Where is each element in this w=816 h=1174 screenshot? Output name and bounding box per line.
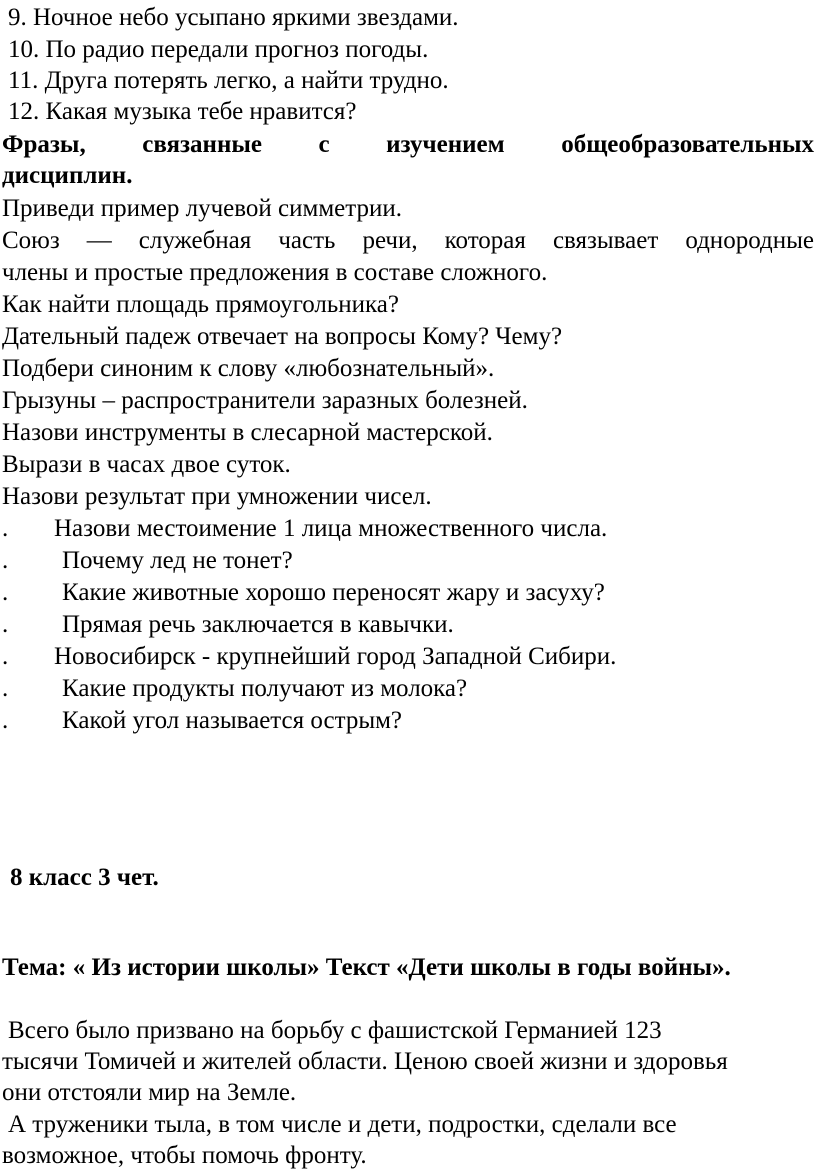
sentence-word: — (86, 227, 112, 254)
numbered-sentence: 10. По радио передали прогноз погоды. (8, 36, 429, 63)
phrase: Подбери синоним к слову «любознательный». (2, 355, 495, 382)
list-item-text: Прямая речь заключается в кавычки. (62, 611, 454, 638)
sentence-word: которая (444, 227, 526, 254)
numbered-sentence: 11. Друга потерять легко, а найти трудно. (8, 67, 449, 94)
list-item (2, 641, 616, 673)
union-sentence (2, 225, 814, 257)
list-marker: . (2, 579, 9, 606)
sentence-word: служебная (138, 227, 252, 254)
section-heading (2, 129, 814, 161)
paragraph-line: А труженики тыла, в том числе и дети, подростки, сделали все (8, 1111, 677, 1138)
list-item-text: Назови местоимение 1 лица множественного числа. (54, 515, 608, 542)
list-item (2, 609, 454, 641)
union-sentence-continued: члены и простые предложения в составе сложного. (2, 259, 548, 286)
numbered-sentence: 12. Какая музыка тебе нравится? (8, 98, 357, 125)
list-item-text: Новосибирск - крупнейший город Западной Сибири. (54, 643, 617, 670)
phrase: Вырази в часах двое суток. (2, 451, 291, 478)
phrase: Как найти площадь прямоугольника? (2, 291, 399, 318)
sentence-word: речи, (362, 227, 418, 254)
topic-heading: Тема: « Из истории школы» Текст «Дети школы в годы войны». (2, 954, 731, 981)
list-item (2, 513, 607, 545)
list-marker: . (2, 643, 9, 670)
paragraph-line: тысячи Томичей и жителей области. Ценою своей жизни и здоровья (2, 1048, 728, 1075)
list-item-text: Почему лед не тонет? (62, 547, 293, 574)
list-item (2, 545, 293, 577)
list-item-text: Какой угол называется острым? (62, 707, 403, 734)
class-heading: 8 класс 3 чет. (10, 864, 159, 891)
list-marker: . (2, 547, 9, 574)
sentence-word: связывает (552, 227, 659, 254)
heading-word: Фразы, (2, 131, 86, 158)
numbered-sentence: 9. Ночное небо усыпано яркими звездами. (8, 4, 459, 31)
paragraph-line: возможное, чтобы помочь фронту. (2, 1142, 367, 1169)
phrase: Приведи пример лучевой симметрии. (2, 195, 402, 222)
paragraph-line: Всего было призвано на борьбу с фашистской Германией 123 (8, 1017, 662, 1044)
phrase: Назови результат при умножении чисел. (2, 483, 432, 510)
phrase: Назови инструменты в слесарной мастерской. (2, 419, 493, 446)
sentence-word: однородные (685, 227, 814, 254)
sentence-word: Союз (2, 227, 60, 254)
list-item-text: Какие животные хорошо переносят жару и засуху? (62, 579, 605, 606)
section-heading-continued: дисциплин. (2, 162, 133, 189)
list-item-text: Какие продукты получают из молока? (62, 675, 468, 702)
heading-word: с (318, 131, 330, 158)
heading-word: общеобразовательных (561, 131, 814, 158)
list-marker: . (2, 707, 9, 734)
phrase: Дательный падеж отвечает на вопросы Кому? Чему? (2, 323, 563, 350)
paragraph-line: они отстояли мир на Земле. (2, 1079, 297, 1106)
list-item (2, 705, 402, 737)
list-marker: . (2, 515, 9, 542)
phrase: Грызуны – распространители заразных болезней. (2, 387, 528, 414)
list-item (2, 577, 605, 609)
list-item (2, 673, 467, 705)
heading-word: связанные (142, 131, 262, 158)
list-marker: . (2, 611, 9, 638)
sentence-word: часть (278, 227, 336, 254)
heading-word: изучением (386, 131, 505, 158)
list-marker: . (2, 675, 9, 702)
